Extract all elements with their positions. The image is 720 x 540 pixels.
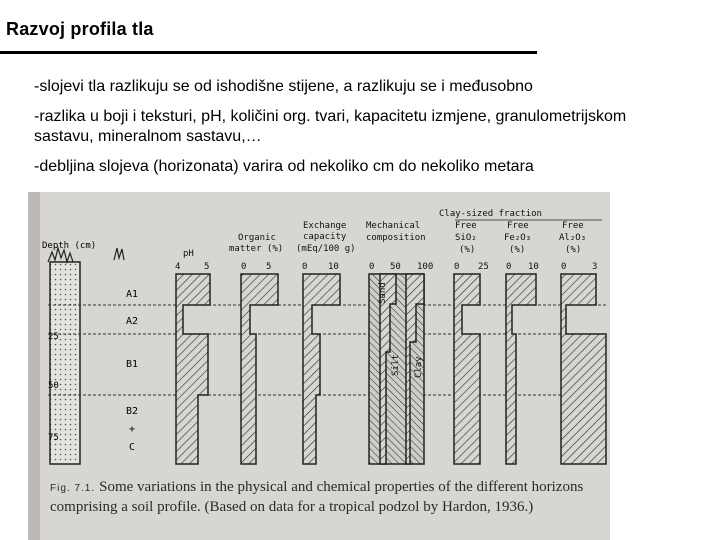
horizon-label: A2 [126, 316, 139, 327]
col-title-exchange: capacity [303, 232, 347, 242]
scale-label: 50 [390, 262, 401, 272]
horizon-label: B1 [126, 359, 139, 370]
group-header: Clay-sized fraction [439, 209, 542, 219]
scale-label: 10 [328, 262, 339, 272]
col-title-fe2o3: Free [507, 221, 529, 231]
scale-label: 25 [478, 262, 489, 272]
scale-label: 3 [592, 262, 598, 272]
scale-label: 0 [561, 262, 567, 272]
scale-label: 100 [417, 262, 434, 272]
caption-text: Some variations in the physical and chemical properties of the different horizons comprising a soil profile. (Based on data for a tropical podzol by Hardon, 1936.) [50, 479, 584, 515]
col-title-al2o3: (%) [565, 245, 582, 255]
horizon-label: B2 [126, 406, 139, 417]
depth-tick-label: 50 [48, 381, 59, 391]
figure-number: Fig. 7.1. [50, 483, 96, 494]
col-title-mechanical: Mechanical [366, 221, 421, 231]
bullet-item: -razlika u boji i teksturi, pH, količini org. tvari, kapacitetu izmjene, granulometrijskom sastavu, mineralnom sastavu,… [34, 108, 627, 145]
horizon-label: A1 [126, 289, 139, 300]
slide-title: Razvoj profila tla [6, 19, 154, 39]
scale-label: 0 [302, 262, 308, 272]
col-title-fe2o3: Fe₂O₃ [504, 233, 532, 243]
horizon-label: + [129, 424, 136, 435]
col-title-fe2o3: (%) [509, 245, 526, 255]
bullet-item: -slojevi tla razlikuju se od ishodišne stijene, a razlikuju se i međusobno [34, 78, 533, 95]
col-title-al2o3: Al₂O₃ [559, 233, 587, 243]
sand-label: Sand [378, 282, 388, 304]
depth-axis-label: Depth (cm) [42, 241, 97, 251]
scale-label: 10 [528, 262, 539, 272]
col-title-organic: matter (%) [229, 244, 284, 254]
organic-matter-profile-bar [241, 274, 278, 464]
col-title-organic: Organic [238, 233, 276, 243]
soil-profile-figure [28, 192, 610, 540]
col-title-mechanical: composition [366, 233, 426, 243]
silt-label: Silt [391, 354, 401, 376]
clay-label: Clay [414, 356, 424, 378]
col-title-al2o3: Free [562, 221, 584, 231]
col-title-exchange: (mEq/100 g) [296, 244, 356, 254]
figure-caption [50, 478, 610, 516]
grass-icon [114, 248, 124, 260]
horizon-label: C [129, 442, 136, 453]
depth-tick-label: 25 [48, 332, 59, 342]
scale-label: 0 [506, 262, 512, 272]
exchange-capacity-profile-bar [303, 274, 340, 464]
scale-label: 0 [454, 262, 460, 272]
col-title-sio2: (%) [459, 245, 476, 255]
col-title-sio2: Free [455, 221, 477, 231]
col-title-sio2: SiO₂ [455, 233, 477, 243]
col-title-ph: pH [183, 249, 194, 259]
title-underline [0, 51, 537, 54]
depth-tick-label: 75 [48, 433, 59, 443]
ph-profile-bar [176, 274, 210, 464]
scale-label: 4 [175, 262, 181, 272]
fe2o3-profile-bar [506, 274, 536, 464]
al2o3-profile-bar [561, 274, 606, 464]
scale-label: 0 [369, 262, 375, 272]
sio2-profile-bar [454, 274, 480, 464]
col-title-exchange: Exchange [303, 221, 347, 231]
scale-label: 5 [204, 262, 210, 272]
scale-label: 5 [266, 262, 272, 272]
scale-label: 0 [241, 262, 247, 272]
bullet-item: -debljina slojeva (horizonata) varira od nekoliko cm do nekoliko metara [34, 158, 534, 175]
bullet-list [34, 77, 674, 187]
